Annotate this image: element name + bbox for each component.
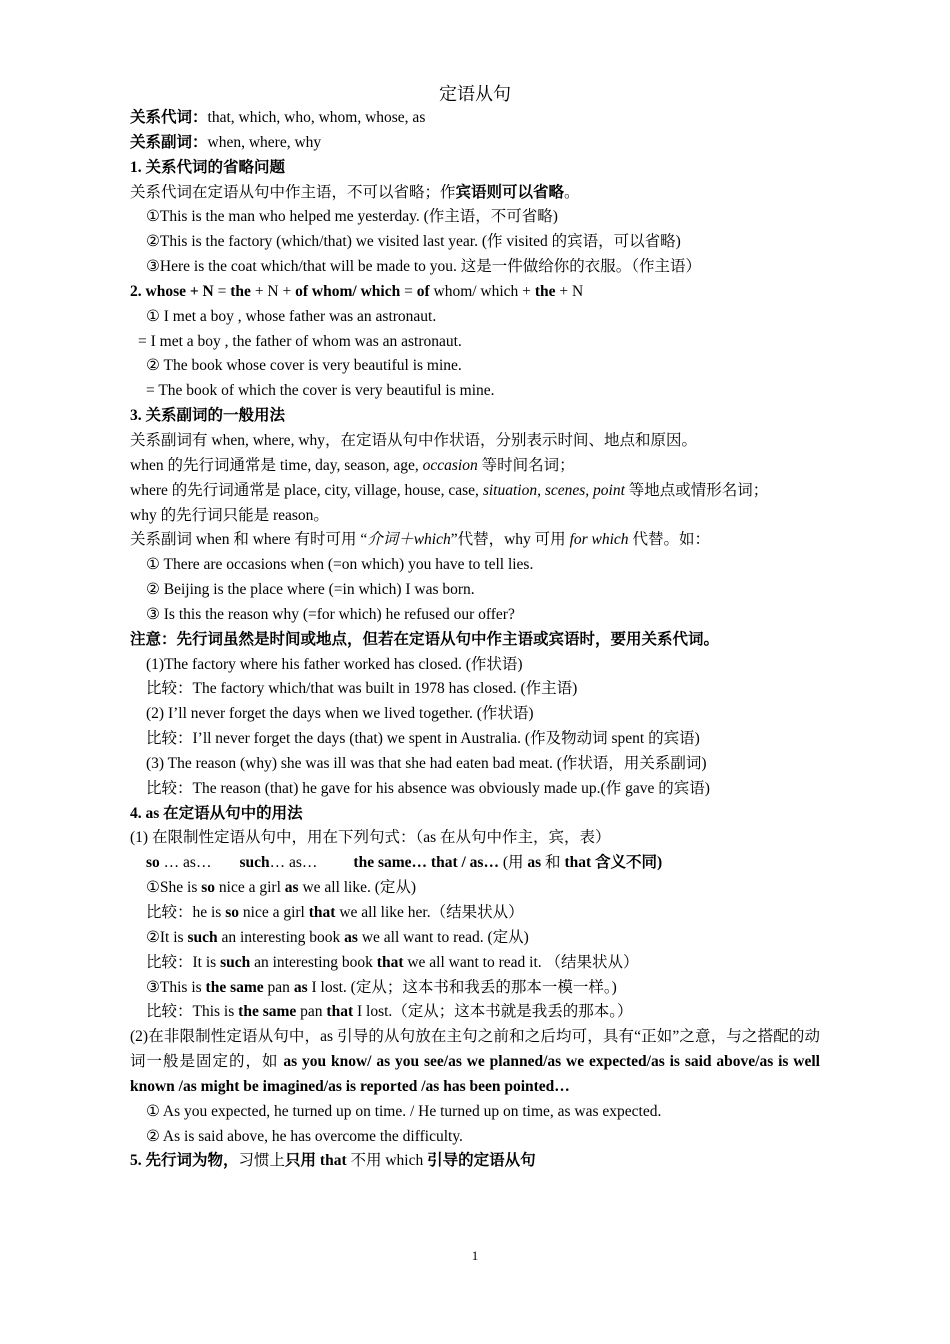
text-segment: pan — [263, 978, 294, 996]
text-segment: of — [416, 282, 430, 300]
example-line — [130, 951, 820, 976]
text-segment: when 的先行词通常是 time, day, season, age, — [130, 456, 423, 474]
text-segment: as — [293, 978, 308, 996]
text-segment: where 的先行词通常是 place, city, village, house, case, — [130, 481, 483, 499]
text-segment: occasion — [422, 456, 478, 474]
text-segment: ①This is the man who helped me yesterday. (作主语，不可省略) — [146, 208, 558, 226]
text-segment: 关系副词有 when, where, why，在定语从句中作状语，分别表示时间、地点和原因。 — [130, 431, 698, 449]
text-line — [130, 106, 820, 131]
text-segment: ② Beijing is the place where (=in which) I was born. — [146, 581, 475, 599]
text-segment: 比较：This is — [146, 1003, 239, 1021]
text-segment: pan — [296, 1003, 327, 1021]
example-line — [130, 354, 820, 379]
text-segment: of whom/ which — [295, 282, 401, 300]
text-segment: 注意：先行词虽然是时间或地点，但若在定语从句中作主语或宾语时，要用关系代词。 — [130, 630, 720, 648]
text-segment: 介词＋which — [367, 531, 451, 549]
text-segment: 关系副词 when 和 where 有时可用 “ — [130, 531, 368, 549]
paragraph — [130, 1025, 820, 1100]
text-segment: ② As is said above, he has overcome the difficulty. — [146, 1127, 463, 1145]
text-segment: 3. 关系副词的一般用法 — [130, 407, 286, 425]
text-segment: so — [146, 854, 160, 872]
text-segment: the — [230, 282, 251, 300]
section-heading — [130, 156, 820, 181]
text-line — [130, 826, 820, 851]
text-segment: 代替。如： — [628, 531, 710, 549]
pattern-line — [130, 851, 820, 876]
text-segment: 2. whose + N — [130, 282, 214, 300]
text-segment: as — [344, 928, 358, 946]
text-line — [130, 479, 820, 504]
example-line — [130, 305, 820, 330]
text-segment: (3) The reason (why) she was ill was that she had eaten bad meat. (作状语，用关系副词) — [146, 754, 707, 772]
text-segment: the — [534, 282, 556, 300]
text-line — [130, 131, 820, 156]
example-line — [130, 777, 820, 802]
text-segment: we all want to read it. （结果状从） — [403, 953, 639, 971]
text-segment: 5. 先行词为物， — [130, 1152, 239, 1170]
example-line — [130, 205, 820, 230]
text-segment: (2)在非限制性定语从句中，as 引导的从句放在主句之前和之后均可，具有“正如”之意，与之搭配的动词一般是固定的，如 — [130, 1028, 820, 1071]
document-body — [130, 106, 820, 1174]
text-segment: we all like her.（结果状从） — [335, 904, 524, 921]
text-segment: 等地点或情形名词； — [624, 481, 769, 499]
text-segment: 只用 that — [285, 1152, 347, 1170]
text-segment: an interesting book — [217, 928, 345, 946]
example-line — [130, 1000, 820, 1025]
text-segment: 关系代词在定语从句中作主语，不可以省略；作 — [130, 183, 456, 201]
text-segment: 比较：The reason (that) he gave for his absence was obviously made up.(作 gave 的宾语) — [146, 779, 710, 797]
example-line — [130, 976, 820, 1001]
text-segment: 比较：It is — [146, 953, 221, 971]
example-line — [130, 1100, 820, 1125]
example-line — [130, 727, 820, 752]
example-line — [130, 255, 820, 280]
text-segment: ① There are occasions when (=on which) you have to tell lies. — [146, 556, 534, 574]
example-line — [130, 901, 820, 926]
text-segment: + N — [555, 282, 584, 300]
text-segment: I lost. (定从；这本书和我丢的那本一模一样。) — [307, 978, 617, 996]
text-segment: 习惯上 — [238, 1152, 286, 1170]
text-segment: ③Here is the coat which/that will be made to you. 这是一件做给你的衣服。（作主语） — [146, 258, 702, 276]
text-segment: = — [213, 282, 231, 300]
text-segment: we all like. (定从) — [298, 879, 417, 897]
text-segment: = — [400, 282, 417, 300]
text-line — [130, 454, 820, 479]
section-heading — [130, 1149, 820, 1174]
text-segment: so — [201, 879, 216, 897]
text-segment: nice a girl — [239, 904, 309, 921]
text-segment: an interesting book — [250, 953, 377, 971]
example-line — [130, 603, 820, 628]
page-title: 定语从句 — [439, 84, 511, 104]
text-segment: that 含义不同) — [564, 854, 663, 872]
text-segment: for which — [569, 531, 629, 549]
text-segment: that — [308, 904, 336, 921]
text-segment: the same — [205, 978, 264, 996]
text-segment: so — [225, 904, 240, 921]
note-line — [130, 628, 820, 653]
text-segment: that, which, who, whom, whose, as — [207, 109, 426, 126]
text-segment: 4. as 在定语从句中的用法 — [130, 804, 303, 822]
section-heading — [130, 280, 820, 305]
text-segment: such — [187, 928, 218, 946]
text-segment: as you know/ as you see/as we planned/as we expected/as is said above/as is well known /as might be imagined/as is reported /as has been pointed… — [130, 1053, 820, 1095]
text-segment: + N + — [250, 282, 296, 300]
section-heading — [130, 802, 820, 827]
text-line — [130, 181, 820, 206]
text-line — [130, 528, 820, 553]
text-segment: … as… — [159, 854, 212, 872]
text-segment: (2) I’ll never forget the days when we lived together. (作状语) — [146, 705, 534, 723]
example-line — [130, 876, 820, 901]
text-segment: ②This is the factory (which/that) we visited last year. (作 visited 的宾语，可以省略) — [146, 233, 681, 251]
text-segment: 宾语则可以省略 — [455, 183, 565, 201]
text-segment: = I met a boy , the father of whom was an astronaut. — [138, 332, 462, 350]
text-segment: nice a girl — [215, 879, 285, 897]
text-segment: such — [239, 854, 270, 872]
text-segment: ① I met a boy , whose father was an astronaut. — [146, 307, 437, 325]
text-segment: 关系代词： — [130, 109, 208, 126]
text-segment: 等时间名词； — [477, 456, 575, 474]
text-line — [130, 429, 820, 454]
text-segment: = The book of which the cover is very beautiful is mine. — [146, 382, 495, 400]
example-line — [130, 578, 820, 603]
page-number: 1 — [471, 1248, 479, 1263]
text-segment: the same — [238, 1003, 297, 1021]
text-segment: when, where, why — [207, 133, 322, 151]
text-segment: such — [220, 953, 251, 971]
text-segment: the same… that / as… — [353, 854, 499, 872]
text-line — [130, 504, 820, 529]
text-segment: 比较：The factory which/that was built in 1978 has closed. (作主语) — [146, 680, 578, 698]
example-line — [130, 230, 820, 255]
text-segment: ① As you expected, he turned up on time. / He turned up on time, as was expected. — [146, 1102, 662, 1120]
text-segment: that — [376, 953, 404, 971]
text-segment: situation, scenes, point — [482, 481, 625, 499]
example-line — [130, 752, 820, 777]
text-segment: 关系副词： — [130, 133, 208, 151]
text-segment: that — [326, 1003, 354, 1021]
text-segment: as — [527, 854, 542, 872]
text-segment: ”代替，why 可用 — [450, 531, 570, 549]
example-line — [130, 1125, 820, 1150]
text-segment: 和 — [541, 854, 565, 872]
example-line — [130, 677, 820, 702]
text-segment: 引导的定语从句 — [427, 1152, 536, 1170]
text-segment: I lost.（定从；这本书就是我丢的那本。） — [353, 1003, 633, 1021]
text-segment: 。 — [564, 183, 580, 201]
text-segment: ② The book whose cover is very beautiful is mine. — [146, 357, 462, 375]
section-heading — [130, 404, 820, 429]
example-line — [130, 926, 820, 951]
text-segment: (用 — [498, 854, 528, 872]
example-line — [130, 553, 820, 578]
text-segment: 比较：he is — [146, 904, 226, 921]
text-segment: whom/ which + — [429, 282, 535, 300]
example-line — [130, 653, 820, 678]
text-segment: 不用 which — [346, 1152, 428, 1170]
text-segment: ②It is — [146, 928, 188, 946]
text-segment: … as… — [269, 854, 318, 872]
text-segment: 1. 关系代词的省略问题 — [130, 158, 286, 176]
text-segment: 比较：I’ll never forget the days (that) we spent in Australia. (作及物动词 spent 的宾语) — [146, 730, 700, 748]
example-line — [130, 379, 820, 404]
text-segment: why 的先行词只能是 reason。 — [130, 506, 329, 524]
text-segment: ③This is — [146, 978, 206, 996]
text-segment: ③ Is this the reason why (=for which) he refused our offer? — [146, 605, 515, 623]
text-segment: ①She is — [146, 879, 202, 897]
text-segment: (1)The factory where his father worked has closed. (作状语) — [146, 655, 523, 673]
text-segment: we all want to read. (定从) — [357, 928, 529, 946]
example-line — [130, 330, 820, 355]
text-segment: (1) 在限制性定语从句中，用在下列句式：（as 在从句中作主，宾，表） — [130, 829, 611, 847]
text-segment: as — [284, 879, 299, 897]
example-line — [130, 702, 820, 727]
